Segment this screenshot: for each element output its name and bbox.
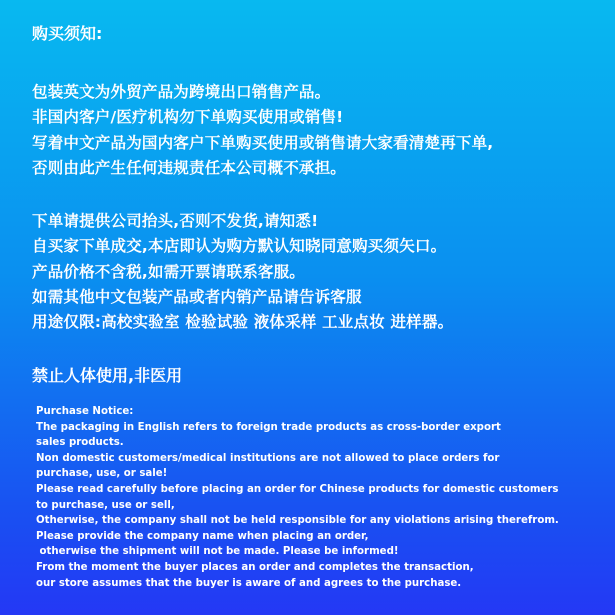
notice-line: 包装英文为外贸产品为跨境出口销售产品。 bbox=[32, 83, 331, 101]
english-notice-title: Purchase Notice: bbox=[36, 406, 134, 417]
english-notice-line: Please read carefully before placing an order for Chinese products for domestic customers bbox=[36, 483, 559, 495]
english-notice-line: sales products. bbox=[36, 437, 124, 449]
notice-line: 用途仅限:高校实验室 检验试验 液体采样 工业点妆 进样器。 bbox=[32, 313, 454, 332]
notice-line: 非国内客户/医疗机构勿下单购买使用或销售! bbox=[32, 108, 344, 127]
notice-title: 购买须知: bbox=[32, 24, 103, 43]
non-medical-warning: 禁止人体使用,非医用 bbox=[32, 365, 183, 385]
notice-line: 否则由此产生任何违规责任本公司概不承担。 bbox=[32, 158, 347, 177]
english-notice-line: Please provide the company name when placing an order, bbox=[36, 530, 369, 542]
notice-line: 自买家下单成交,本店即认为购方默认知晓同意购买须矢口。 bbox=[32, 237, 447, 256]
notice-paragraph-1 bbox=[32, 80, 602, 181]
english-notice-line: otherwise the shipment will not be made. Please be informed! bbox=[36, 546, 399, 558]
chinese-notice bbox=[32, 22, 602, 388]
english-notice-line: Non domestic customers/medical institutions are not allowed to place orders for bbox=[36, 452, 500, 464]
notice-line: 产品价格不含税,如需开票请联系客服。 bbox=[32, 262, 305, 281]
english-notice-line: Otherwise, the company shall not be held responsible for any violations arising therefrom. bbox=[36, 515, 559, 527]
notice-line: 写着中文产品为国内客户下单购买使用或销售请大家看清楚再下单, bbox=[32, 133, 494, 152]
english-notice-line: purchase, use, or sale! bbox=[36, 468, 168, 480]
english-notice-line: The packaging in English refers to foreign trade products as cross-border export bbox=[36, 421, 501, 433]
notice-line: 如需其他中文包装产品或者内销产品请告诉客服 bbox=[32, 288, 362, 307]
english-notice bbox=[36, 404, 606, 591]
english-notice-line: to purchase, use or sell, bbox=[36, 499, 175, 511]
english-notice-line: our store assumes that the buyer is aware of and agrees to the purchase. bbox=[36, 577, 462, 589]
notice-paragraph-2 bbox=[32, 209, 602, 335]
english-notice-line: From the moment the buyer places an order and completes the transaction, bbox=[36, 561, 474, 573]
notice-line: 下单请提供公司抬头,否则不发货,请知悉! bbox=[32, 212, 319, 231]
